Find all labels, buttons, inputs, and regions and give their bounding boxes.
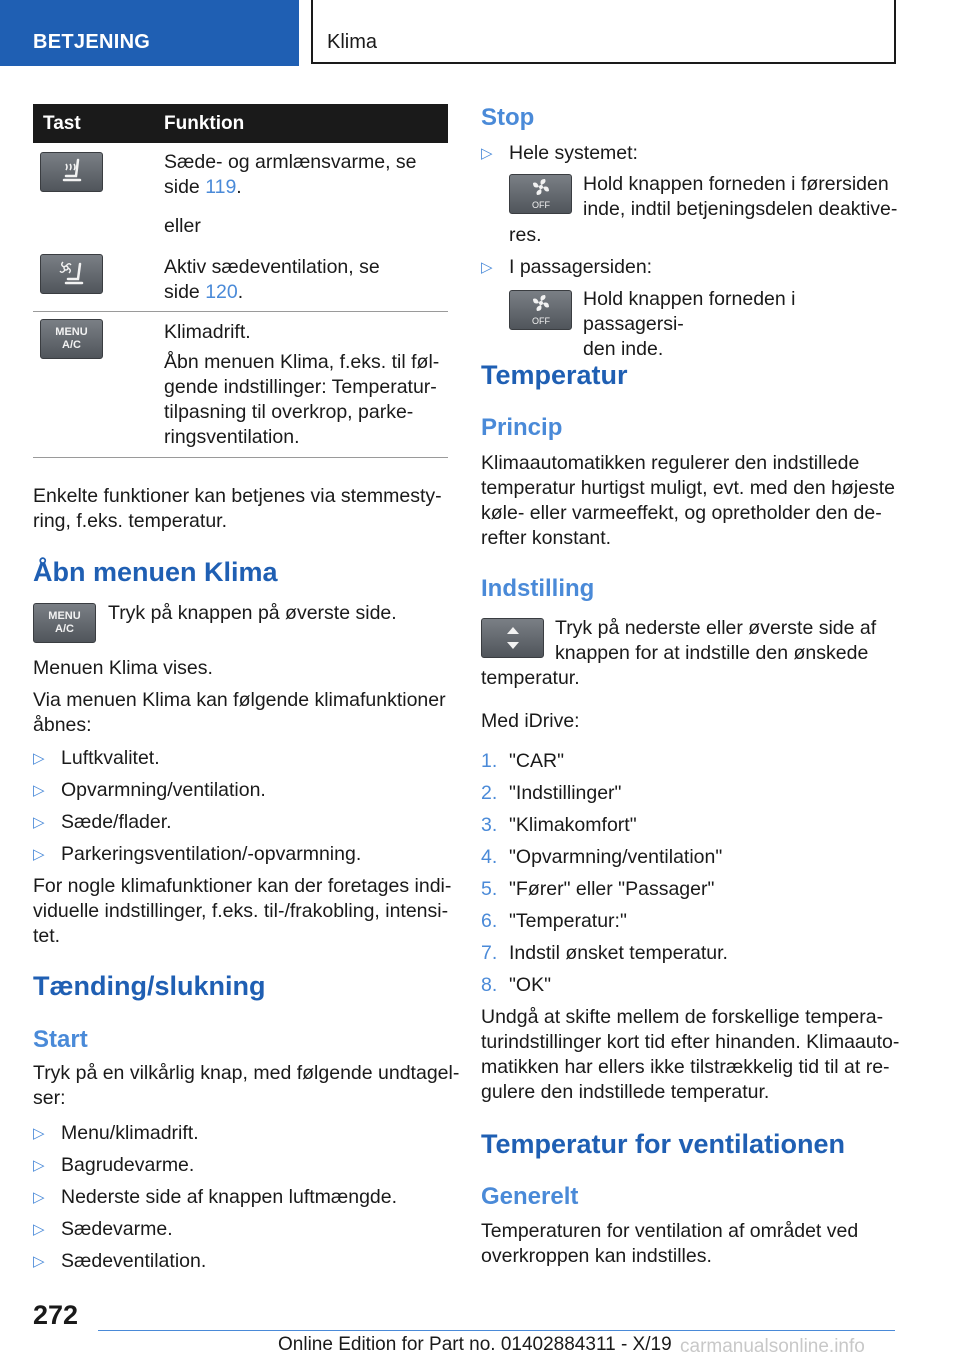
- list-item: 1. "CAR": [481, 750, 565, 772]
- idrive-label: Med iDrive:: [481, 710, 580, 732]
- heading-on-off: Tænding/slukning: [33, 971, 266, 1001]
- menu-ac-key-2: MENU A/C: [33, 603, 96, 643]
- temperature-rocker-key: [481, 618, 544, 658]
- heading-setting: Indstilling: [481, 575, 595, 602]
- table-row-3-title: Klimadrift.: [164, 321, 251, 343]
- table-header: [33, 104, 448, 143]
- heading-temperature: Temperatur: [481, 360, 628, 390]
- heading-ventilation-temperature: Temperatur for ventilationen: [481, 1129, 846, 1159]
- up-down-arrow-icon: [493, 621, 533, 655]
- stop-passenger-text: Hold knappen forneden i passagersi- den inde.: [583, 288, 796, 360]
- section-title: Klima: [311, 0, 896, 64]
- list-item: 2. "Indstillinger": [481, 782, 622, 804]
- triangle-bullet-icon: ▷: [33, 782, 45, 799]
- triangle-bullet-icon: ▷: [33, 1157, 45, 1174]
- triangle-bullet-icon: ▷: [33, 1189, 45, 1206]
- page-link-119[interactable]: 119: [205, 176, 237, 198]
- seat-ventilation-key: [40, 254, 103, 294]
- svg-text:OFF: OFF: [531, 316, 550, 326]
- fan-off-icon: [516, 293, 566, 327]
- svg-text:OFF: OFF: [531, 200, 550, 210]
- col-key-header: Tast: [43, 113, 81, 134]
- footer-rule: [98, 1330, 895, 1331]
- list-item: ▷ Opvarmning/ventilation.: [33, 779, 266, 801]
- list-item: ▷ Sædeventilation.: [33, 1250, 207, 1272]
- triangle-bullet-icon: ▷: [33, 1221, 45, 1238]
- heading-general: Generelt: [481, 1183, 579, 1210]
- avoid-switching-text: Undgå at skifte mellem de forskellige tempera- turindstillinger kort tid efter hinanden. Klimaauto- matikken har ellers ikke tilstrækkelig tid til at re- gulere den indstillede temperatur.: [481, 1006, 900, 1103]
- triangle-bullet-icon: ▷: [481, 145, 493, 162]
- fan-off-icon: [516, 177, 566, 211]
- heading-start: Start: [33, 1026, 88, 1053]
- seat-ventilation-icon: [52, 258, 92, 290]
- table-row-2-text: Aktiv sædeventilation, se side 120.: [164, 256, 380, 303]
- heading-principle: Princip: [481, 414, 563, 441]
- page-link-120[interactable]: 120: [205, 281, 238, 303]
- menu-shown-text: Menuen Klima vises.: [33, 657, 213, 679]
- table-row-1-text: Sæde- og armlænsvarme, se side 119.: [164, 151, 417, 198]
- menu-via-text: Via menuen Klima kan følgende klimafunktioner åbnes:: [33, 689, 446, 736]
- page-number: 272: [33, 1300, 79, 1330]
- list-item: ▷ Parkeringsventilation/-opvarmning.: [33, 843, 362, 865]
- chapter-title: BETJENING: [0, 0, 299, 66]
- table-row-or: eller: [164, 215, 201, 237]
- stop-all-text-end: res.: [509, 224, 542, 246]
- seat-heating-icon: [52, 156, 92, 188]
- list-item: ▷ Menu/klimadrift.: [33, 1122, 199, 1144]
- principle-text: Klimaautomatikken regulerer den indstillede temperatur hurtigst muligt, evt. med den højeste køle- eller varmeeffekt, og opretholder den de- refter konstant.: [481, 452, 896, 549]
- triangle-bullet-icon: ▷: [481, 259, 493, 276]
- setting-text: Tryk på nederste eller øverste side af knappen for at indstille den ønskede: [555, 617, 877, 664]
- heading-open-menu: Åbn menuen Klima: [33, 557, 278, 587]
- list-item: ▷ Nederste side af knappen luftmængde.: [33, 1186, 398, 1208]
- list-item: ▷ Bagrudevarme.: [33, 1154, 195, 1176]
- stop-all-text: Hold knappen forneden i førersiden inde, indtil betjeningsdelen deaktive-: [583, 173, 898, 220]
- heading-stop: Stop: [481, 104, 535, 131]
- table-divider: [33, 311, 448, 312]
- individual-settings-text: For nogle klimafunktioner kan der foretages indi- viduelle indstillinger, f.eks. til-/frakobling, intensi- tet.: [33, 875, 452, 947]
- list-item: 8. "OK": [481, 974, 552, 996]
- col-function-header: Funktion: [164, 113, 245, 134]
- list-item: ▷ Sædevarme.: [33, 1218, 173, 1240]
- start-text: Tryk på en vilkårlig knap, med følgende undtagel- ser:: [33, 1062, 460, 1109]
- list-item: ▷ Luftkvalitet.: [33, 747, 160, 769]
- triangle-bullet-icon: ▷: [33, 1253, 45, 1270]
- page-header: [0, 0, 960, 66]
- triangle-bullet-icon: ▷: [33, 814, 45, 831]
- list-item: 4. "Opvarmning/ventilation": [481, 846, 723, 868]
- edition-text: Online Edition for Part no. 01402884311 - X/19: [278, 1334, 672, 1355]
- fan-off-key-2: [509, 290, 572, 330]
- list-item: 5. "Fører" eller "Passager": [481, 878, 715, 900]
- list-item: 6. "Temperatur:": [481, 910, 627, 932]
- triangle-bullet-icon: ▷: [33, 1125, 45, 1142]
- table-row-3-text: Åbn menuen Klima, f.eks. til føl- gende indstillinger: Temperatur- tilpasning til overkrop, parke- ringsventilation.: [164, 351, 440, 448]
- watermark: carmanualsonline.info: [680, 1336, 865, 1357]
- menu-ac-key: MENU A/C: [40, 319, 103, 359]
- voice-control-note: Enkelte funktioner kan betjenes via stemmesty- ring, f.eks. temperatur.: [33, 485, 442, 532]
- function-table: [33, 104, 448, 143]
- triangle-bullet-icon: ▷: [33, 750, 45, 767]
- list-item: ▷ Sæde/flader.: [33, 811, 172, 833]
- list-item: 3. "Klimakomfort": [481, 814, 637, 836]
- fan-off-key: [509, 174, 572, 214]
- list-item: ▷ Hele systemet:: [481, 142, 638, 164]
- setting-text-end: temperatur.: [481, 667, 580, 689]
- seat-heating-key: [40, 152, 103, 192]
- list-item: 7. Indstil ønsket temperatur.: [481, 942, 728, 964]
- list-item: ▷ I passagersiden:: [481, 256, 653, 278]
- general-text: Temperaturen for ventilation af området ved overkroppen kan indstilles.: [481, 1220, 859, 1267]
- triangle-bullet-icon: ▷: [33, 846, 45, 863]
- open-menu-text: Tryk på knappen på øverste side.: [108, 602, 397, 624]
- table-bottom-rule: [33, 457, 448, 458]
